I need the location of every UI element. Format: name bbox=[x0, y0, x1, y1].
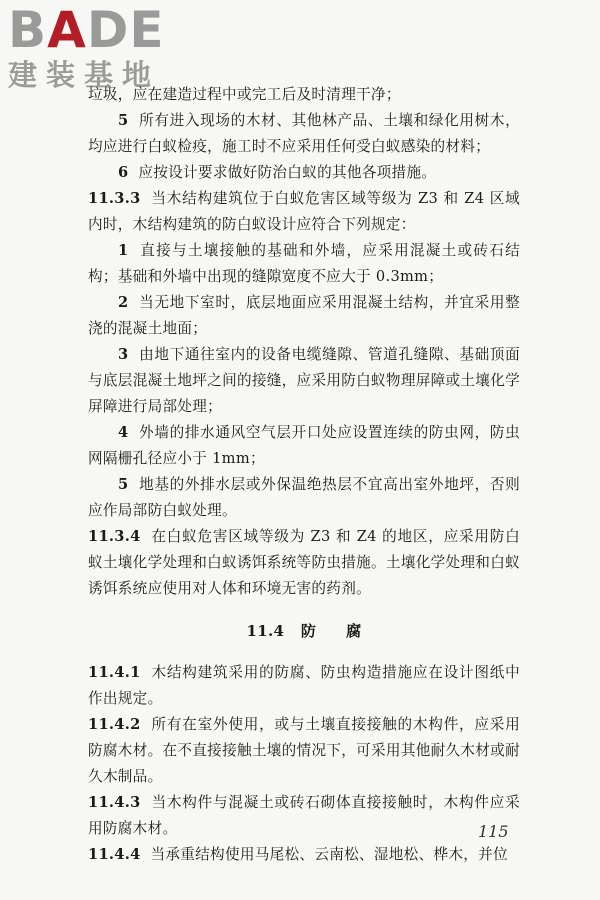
clause-number: 11.3.3 bbox=[88, 190, 141, 207]
paragraph-group-top bbox=[88, 82, 520, 602]
paragraph bbox=[88, 108, 520, 160]
paragraph bbox=[88, 524, 520, 602]
paragraph-text: 木结构建筑采用的防腐、防虫构造措施应在设计图纸中作出规定。 bbox=[88, 664, 520, 707]
paragraph-text: 地基的外排水层或外保温绝热层不宜高出室外地坪，否则应作局部防白蚁处理。 bbox=[88, 476, 520, 519]
paragraph-text: 当木结构建筑位于白蚁危害区域等级为 Z3 和 Z4 区域内时，木结构建筑的防白蚁设计应符合下列规定： bbox=[88, 190, 520, 233]
clause-number: 11.4.1 bbox=[88, 664, 141, 681]
paragraph bbox=[88, 186, 520, 238]
clause-number: 1 bbox=[118, 242, 129, 259]
paragraph-text: 所有在室外使用，或与土壤直接接触的木构件，应采用防腐木材。在不直接接触土壤的情况下，可采用其他耐久木材或耐久木制品。 bbox=[88, 716, 520, 785]
clause-number: 6 bbox=[118, 164, 129, 181]
paragraph-text: 当木构件与混凝土或砖石砌体直接接触时，木构件应采用防腐木材。 bbox=[88, 794, 520, 837]
clause-number: 11.4.2 bbox=[88, 716, 141, 733]
paragraph bbox=[88, 82, 520, 108]
clause-number: 11.4.4 bbox=[88, 846, 141, 863]
paragraph-group-bottom bbox=[88, 660, 520, 868]
paragraph bbox=[88, 472, 520, 524]
paragraph-text: 在白蚁危害区域等级为 Z3 和 Z4 的地区，应采用防白蚁土壤化学处理和白蚁诱饵系统等防虫措施。土壤化学处理和白蚁诱饵系统应使用对人体和环境无害的药剂。 bbox=[88, 528, 520, 597]
paragraph-text: 当承重结构使用马尾松、云南松、湿地松、桦木，并位 bbox=[150, 846, 508, 863]
paragraph bbox=[88, 712, 520, 790]
paragraph bbox=[88, 420, 520, 472]
paragraph-text: 垃圾，应在建造过程中或完工后及时清理干净； bbox=[88, 86, 401, 103]
paragraph bbox=[88, 790, 520, 842]
logo-wordmark: BADE bbox=[8, 1, 165, 59]
page-body bbox=[88, 82, 520, 868]
section-heading: 11.4 防 腐 bbox=[246, 622, 362, 640]
paragraph bbox=[88, 290, 520, 342]
clause-number: 4 bbox=[118, 424, 129, 441]
paragraph bbox=[88, 160, 520, 186]
clause-number: 5 bbox=[118, 112, 129, 129]
paragraph-text: 所有进入现场的木材、其他林产品、土壤和绿化用树木，均应进行白蚁检疫，施工时不应采用任何受白蚁感染的材料； bbox=[88, 112, 520, 155]
paragraph-text: 应按设计要求做好防治白蚁的其他各项措施。 bbox=[138, 164, 437, 181]
paragraph bbox=[88, 238, 520, 290]
paragraph-text: 由地下通往室内的设备电缆缝隙、管道孔缝隙、基础顶面与底层混凝土地坪之间的接缝，应采用防白蚁物理屏障或土壤化学屏障进行局部处理； bbox=[88, 346, 520, 415]
clause-number: 3 bbox=[118, 346, 129, 363]
paragraph bbox=[88, 842, 520, 868]
clause-number: 11.3.4 bbox=[88, 528, 141, 545]
page-number: 115 bbox=[478, 822, 509, 841]
paragraph-text: 直接与土壤接触的基础和外墙，应采用混凝土或砖石结构；基础和外墙中出现的缝隙宽度不应大于 0.3mm； bbox=[88, 242, 521, 285]
logo-chinese-name: 建装基地 bbox=[8, 58, 161, 92]
clause-number: 11.4.3 bbox=[88, 794, 141, 811]
paragraph bbox=[88, 342, 520, 420]
clause-number: 2 bbox=[118, 294, 129, 311]
paragraph-text: 外墙的排水通风空气层开口处应设置连续的防虫网，防虫网隔栅孔径应小于 1mm； bbox=[88, 424, 520, 467]
paragraph-text: 当无地下室时，底层地面应采用混凝土结构，并宜采用整浇的混凝土地面； bbox=[88, 294, 520, 337]
paragraph bbox=[88, 660, 520, 712]
clause-number: 5 bbox=[118, 476, 129, 493]
